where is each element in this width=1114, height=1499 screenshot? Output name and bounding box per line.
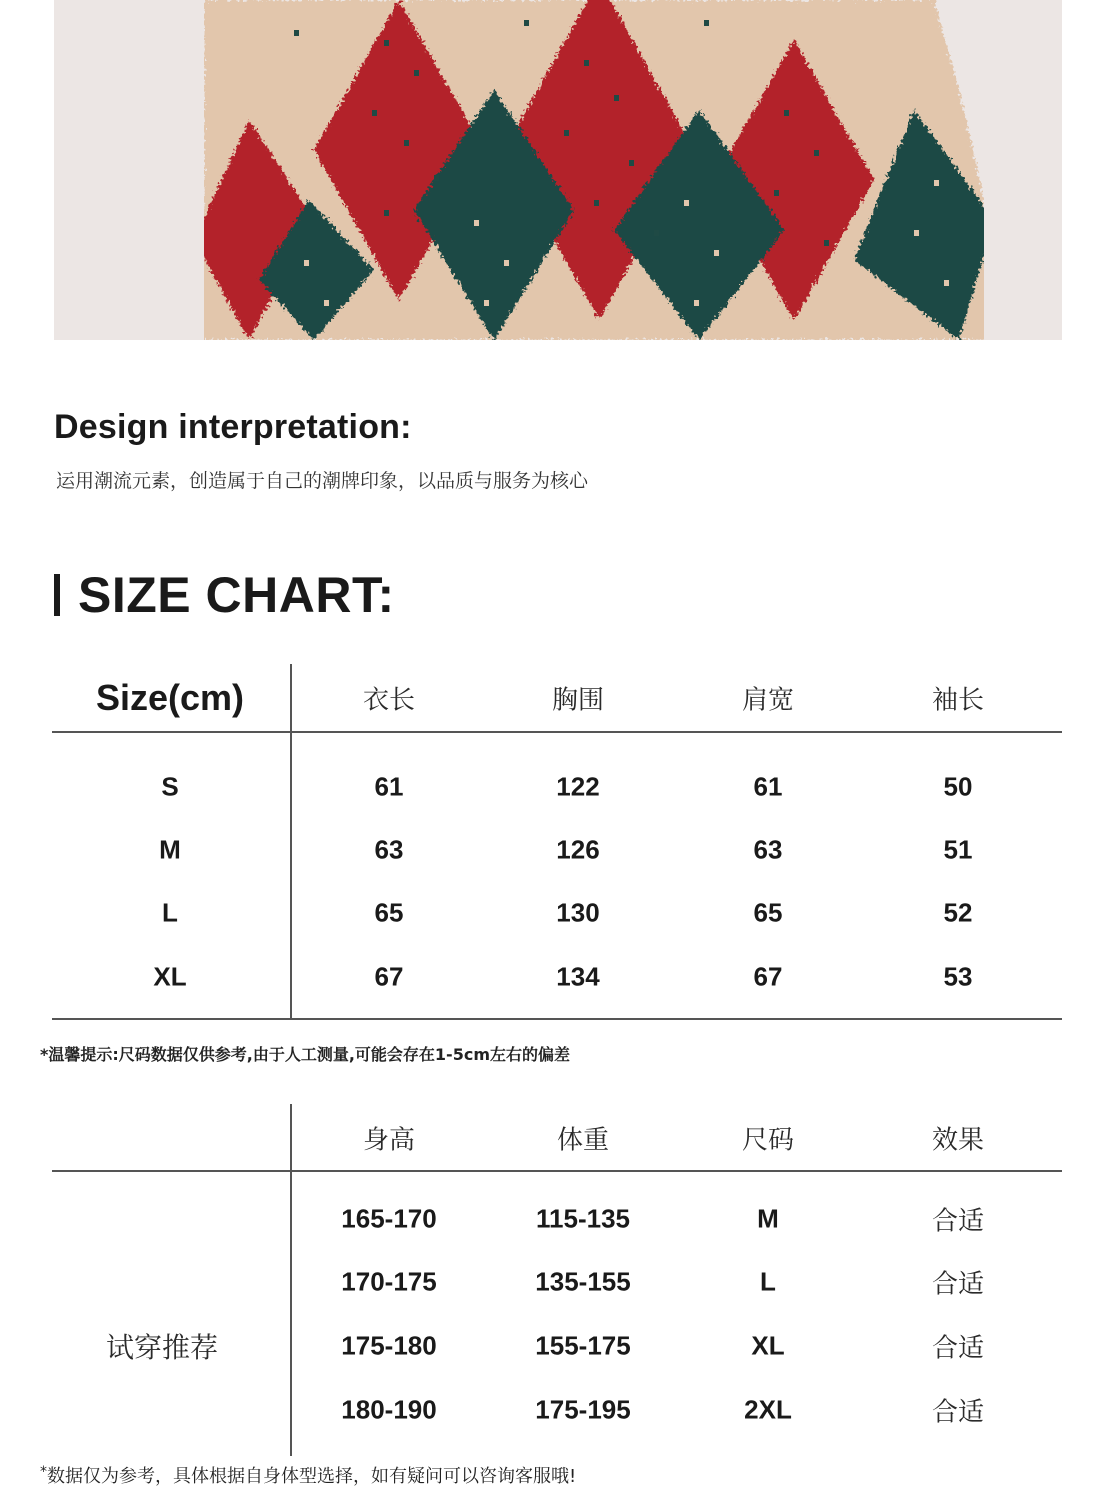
table-divider-bottom [52,1018,1062,1020]
fit-recommendation-label: 试穿推荐 [105,1331,219,1364]
table-cell: M [159,834,181,865]
table-cell: 65 [374,897,404,928]
product-photo [54,0,1062,340]
table-cell: 115-135 [536,1203,630,1234]
table-cell: 122 [556,771,600,802]
header-size: Size(cm) [95,677,245,718]
table-cell: 165-170 [341,1203,437,1234]
table-cell: 175-195 [535,1394,631,1425]
table-cell: 65 [753,897,783,928]
table-divider-vertical [290,664,292,1020]
table-cell: 合适 [931,1269,985,1300]
table-divider-header [52,1170,1062,1172]
header-height: 身高 [362,1125,416,1156]
table-divider-vertical [290,1104,292,1456]
header-sleeve: 袖长 [931,685,985,716]
table-cell: 51 [943,834,973,865]
table-divider-header [52,731,1062,733]
table-cell: 63 [753,834,783,865]
table-cell: 67 [374,961,404,992]
heading-bar [54,574,60,616]
header-shoulder: 肩宽 [741,685,795,716]
table-cell: 2XL [744,1394,792,1425]
design-description: 运用潮流元素，创造属于自己的潮牌印象，以品质与服务为核心 [56,470,589,492]
header-effect: 效果 [931,1125,985,1156]
table-cell: 170-175 [341,1266,437,1297]
table-cell: 135-155 [535,1266,631,1297]
recommendation-note [40,1462,576,1488]
table-cell: 134 [556,961,600,992]
table-cell: XL [751,1330,785,1361]
table-cell: 63 [374,834,404,865]
header-chest: 胸围 [551,685,605,716]
table-cell: 合适 [931,1397,985,1428]
table-cell: 130 [556,897,600,928]
table-cell: 50 [943,771,973,802]
table-cell: 52 [943,897,973,928]
header-weight: 体重 [556,1125,610,1156]
table-cell: 合适 [931,1333,985,1364]
table-cell: L [162,897,178,928]
table-cell: 175-180 [341,1330,437,1361]
table-cell: 155-175 [535,1330,631,1361]
design-title: Design interpretation: [54,408,412,446]
note-text: 数据仅为参考，具体根据自身体型选择，如有疑问可以咨询客服哦! [47,1466,577,1487]
table-cell: S [161,771,179,802]
table-cell: 53 [943,961,973,992]
table-cell: M [757,1203,779,1234]
note-star: * [40,1464,47,1480]
table-cell: 180-190 [341,1394,437,1425]
size-chart-note: *温馨提示:尺码数据仅供参考,由于人工测量,可能会存在1-5cm左右的偏差 [40,1045,570,1064]
table-cell: 合适 [931,1206,985,1237]
size-chart-heading [54,566,395,624]
size-chart-title: SIZE CHART: [78,567,395,623]
table-cell: 61 [753,771,783,802]
table-cell: 126 [556,834,600,865]
table-cell: 61 [374,771,404,802]
table-cell: L [760,1266,776,1297]
argyle-sweater-image [54,0,1062,340]
table-cell: 67 [753,961,783,992]
header-size: 尺码 [741,1125,795,1156]
header-length: 衣长 [362,685,416,716]
table-cell: XL [153,961,187,992]
